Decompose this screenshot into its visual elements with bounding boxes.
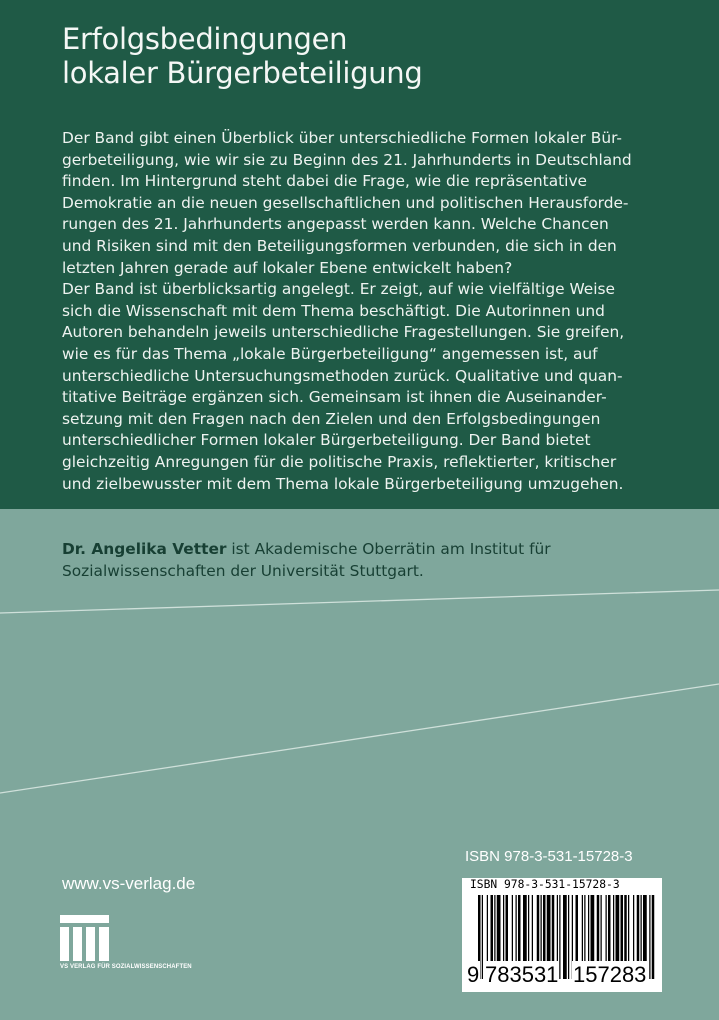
blurb-line: unterschiedliche Untersuchungsmethoden zurück. Qualitative und quan- (62, 366, 623, 385)
decorative-line (0, 684, 719, 793)
blurb-line: rungen des 21. Jahrhunderts angepasst werden kann. Welche Chancen (62, 215, 609, 234)
author-role: ist Akademische Oberrätin am Institut für (226, 540, 551, 558)
blurb-line: gleichzeitig Anregungen für die politische Praxis, reflektierter, kritischer (62, 452, 617, 471)
title-line-1: Erfolgsbedingungen (62, 22, 348, 56)
barcode-digit-group-2: 157283 (573, 962, 647, 987)
blurb-line: gerbeteiligung, wie wir sie zu Beginn des 21. Jahrhunderts in Deutschland (62, 150, 632, 169)
barcode-isbn-text: ISBN 978-3-531-15728-3 (470, 878, 620, 891)
blurb-line: finden. Im Hintergrund steht dabei die Frage, wie die repräsentative (62, 172, 588, 191)
top-panel (0, 0, 719, 509)
publisher-url[interactable]: www.vs-verlag.de (62, 874, 196, 893)
blurb-line: und Risiken sind mit den Beteiligungsformen verbunden, die sich in den (62, 236, 617, 255)
blurb-line: titative Beiträge ergänzen sich. Gemeinsam ist ihnen die Auseinander- (62, 388, 607, 407)
barcode-digits (462, 961, 662, 991)
blurb-line: Der Band ist überblicksartig angelegt. Er zeigt, auf wie vielfältige Weise (62, 280, 616, 299)
publisher-logo-text: VS VERLAG FÜR SOZIALWISSENSCHAFTEN (60, 964, 192, 970)
title-line-2: lokaler Bürgerbeteiligung (62, 56, 423, 90)
barcode-digit-first: 9 (467, 962, 480, 987)
blurb-line: und zielbewusster mit dem Thema lokale Bürgerbeteiligung umzugehen. (62, 474, 624, 493)
blurb-line: setzung mit den Fragen nach den Zielen und den Erfolgsbedingungen (62, 409, 601, 428)
blurb-line: Autoren behandeln jeweils unterschiedliche Fragestellungen. Sie greifen, (62, 323, 625, 342)
decorative-line (0, 590, 719, 613)
barcode (462, 878, 662, 992)
blurb-text (62, 128, 662, 495)
blurb-line: wie es für das Thema „lokale Bürgerbeteiligung“ angemessen ist, auf (62, 344, 598, 363)
author-line-2: Sozialwissenschaften der Universität Stuttgart. (62, 561, 424, 580)
barcode-digit-group-1: 783531 (485, 962, 559, 987)
blurb-line: Demokratie an die neuen gesellschaftlichen und politischen Herausforde- (62, 193, 629, 212)
blurb-line: sich die Wissenschaft mit dem Thema beschäftigt. Die Autorinnen und (62, 301, 605, 320)
blurb-line: unterschiedlicher Formen lokaler Bürgerbeteiligung. Der Band bietet (62, 431, 591, 450)
author-name: Dr. Angelika Vetter (62, 540, 227, 558)
blurb-line: letzten Jahren gerade auf lokaler Ebene entwickelt haben? (62, 258, 513, 277)
publisher-logo-icon (60, 915, 110, 961)
book-title (62, 22, 422, 90)
blurb-line: Der Band gibt einen Überblick über unterschiedliche Formen lokaler Bür- (62, 129, 622, 147)
isbn-label: ISBN 978-3-531-15728-3 (465, 848, 633, 865)
